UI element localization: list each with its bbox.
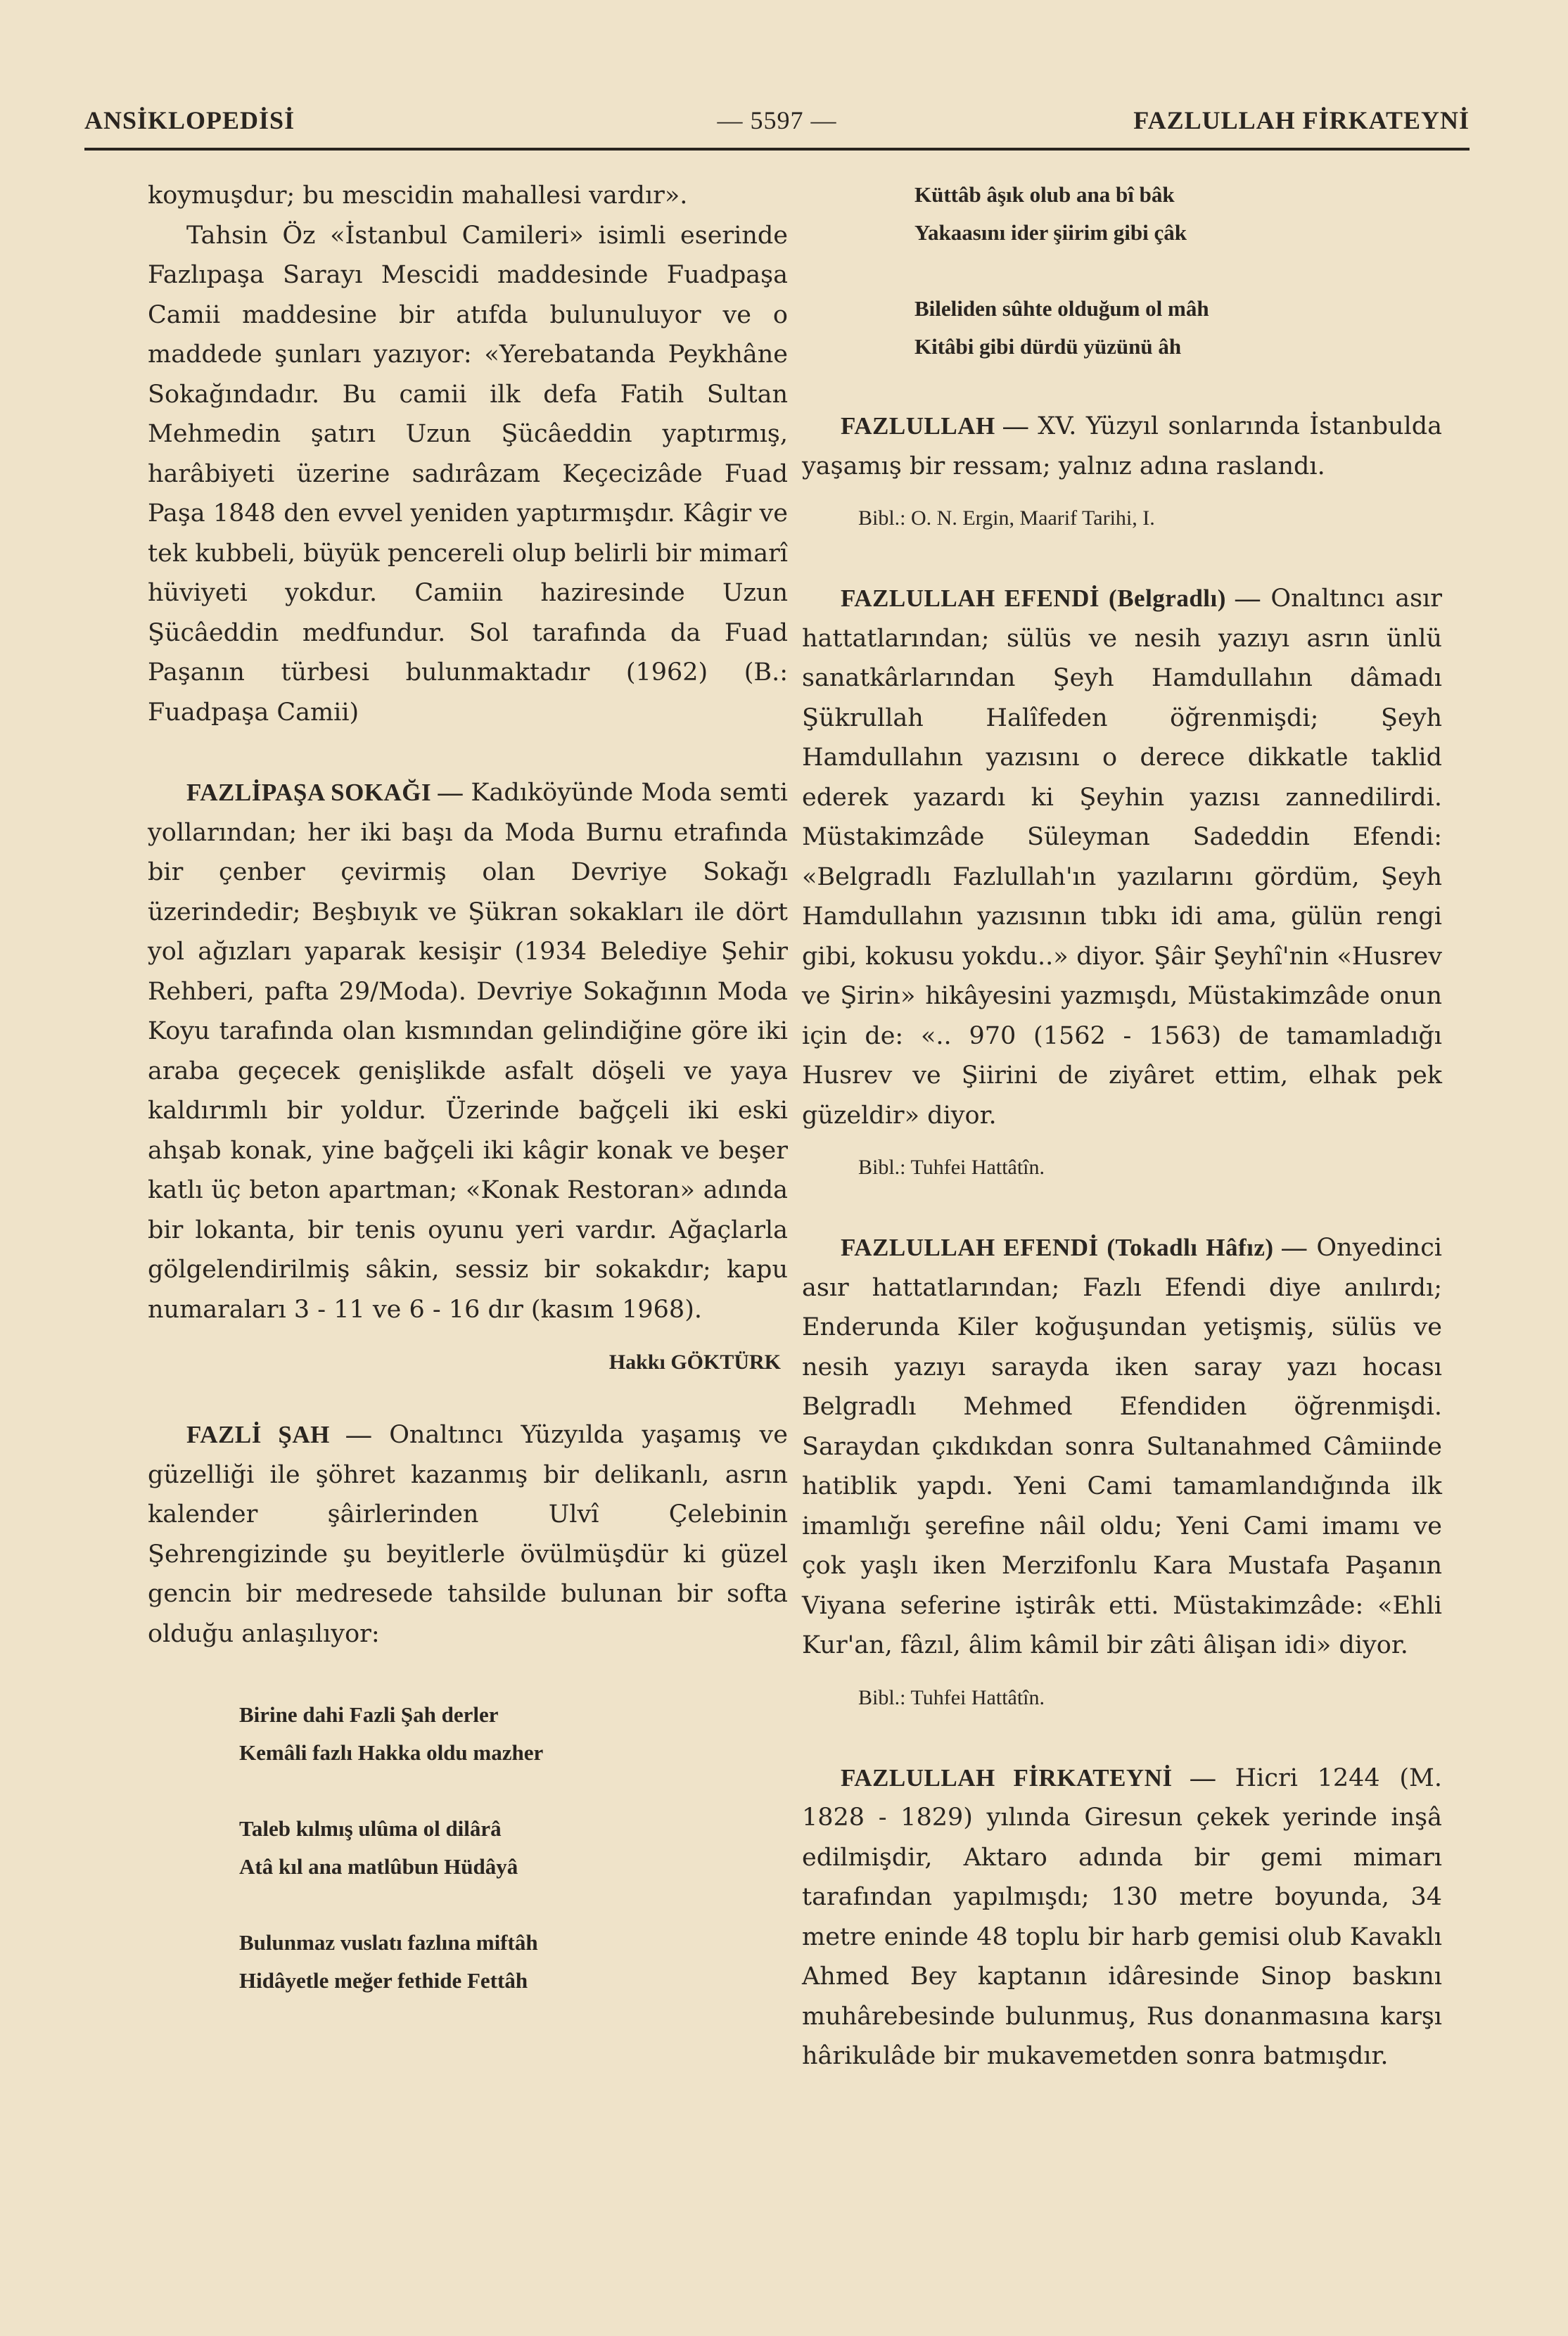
entry-text: XV. Yüzyıl sonlarında İstanbulda yaşamış bir ressam; yalnız adına raslandı. [802, 412, 1442, 480]
entry-lemma: FAZLİPAŞA SOKAĞI — [186, 779, 464, 806]
continuation-paragraph: Tahsin Öz «İstanbul Camileri» isimli eserinde Fazlıpaşa Sarayı Mescidi maddesinde Fuadpaşa Camii maddesine bir atıfda bulunuluyor ve o maddede şunları yazıyor: «Yerebatanda Peykhâne Sokağındadır. Bu camii ilk defa Fatih Sultan Mehmedin şatırı Uzun Şücâeddin yaptırmış, harâbiyeti üzerine sadırâzam Keçecizâde Fuad Paşa 1848 den evvel yeniden yaptırmışdır. Kâgir ve tek kubbeli, büyük pencereli olup belirli bir mimarî hüviyeti yokdur. Camiin haziresinde Uzun Şücâeddin medfundur. Sol tarafında da Fuad Paşanın türbesi bulunmaktadır (1962) (B.: Fuadpaşa Camii) [148, 221, 788, 727]
entry-fazlullah-tokadli [802, 1228, 1442, 1718]
verse-line: Hidâyetle meğer fethide Fettâh [239, 1968, 528, 1993]
entry-bibliography: Bibl.: Tuhfei Hattâtîn. [858, 1156, 1045, 1179]
header-running-title: FAZLULLAH FİRKATEYNİ [1133, 106, 1470, 134]
entry-text: Kadıköyünde Moda semti yollarından; her iki başı da Moda Burnu etrafında bir çenber çevirmiş olan Devriye Sokağı üzerindedir; Beşbıyık ve Şükran sokakları ile dört yol ağızları yaparak kesişir (1934 Belediye Şehir Rehberi, pafta 29/Moda). Devriye Sokağının Moda Koyu tarafında olan kısmından gelindiğine göre iki araba geçecek genişlikde asfalt döşeli ve yaya kaldırımlı bir yoldur. Üzerinde bağçeli iki eski ahşab konak, yine bağçeli iki kâgir konak ve beşer katlı üç beton apartman; «Konak Restoran» adında bir lokanta, bir tenis oyunu yeri vardır. Ağaçlarla gölgelendirilmiş sâkin, sessiz bir sokakdır; kapu numaraları 3 - 11 ve 6 - 16 dır (kasım 1968). [148, 779, 788, 1324]
verse-line: Atâ kıl ana matlûbun Hüdâyâ [239, 1854, 518, 1879]
verse-stanza [148, 1924, 788, 2000]
entry-lemma: FAZLİ ŞAH — [186, 1421, 371, 1448]
verse-stanza [148, 1696, 788, 1772]
verse-stanza [802, 290, 1442, 366]
entry-fazlullah-ressam [802, 407, 1442, 538]
right-column [802, 176, 1442, 2076]
entry-bibliography: Bibl.: Tuhfei Hattâtîn. [858, 1685, 1045, 1709]
entry-continuation [148, 176, 788, 732]
entry-bibliography: Bibl.: O. N. Ergin, Maarif Tarihi, I. [858, 506, 1155, 530]
entry-lemma: FAZLULLAH EFENDİ (Belgradlı) — [841, 585, 1261, 612]
verse-line: Birine dahi Fazli Şah derler [239, 1702, 499, 1727]
entry-lemma: FAZLULLAH FİRKATEYNİ — [841, 1763, 1216, 1792]
verse-stanza [148, 1810, 788, 1886]
entry-paragraph [148, 1415, 788, 1654]
entry-paragraph [802, 579, 1442, 1135]
entry-paragraph [802, 1228, 1442, 1666]
continuation-text: koymuşdur; bu mescidin mahallesi vardır». [148, 181, 688, 210]
page-number: — 5597 — [717, 106, 837, 134]
header-publication: ANSİKLOPEDİSİ [84, 106, 295, 134]
left-column [148, 176, 788, 2000]
entry-fazlullah-firkateyni [802, 1759, 1442, 2076]
verse-line: Bulunmaz vuslatı fazlına miftâh [239, 1930, 538, 1955]
verse-block [148, 1696, 788, 2000]
entry-text: Hicri 1244 (M. 1828 - 1829) yılında Giresun çekek yerinde inşâ edilmişdir, Aktaro adında bir gemi mimarı tarafından yapılmışdı; 130 metre boyunda, 34 metre eninde 48 toplu bir harb gemisi olub Kavaklı Ahmed Bey kaptanın idâresinde Sinop baskını muhârebesinde bulunmuş, Rus donanmasına karşı hârikulâde bir mukavemetden sonra batmışdır. [802, 1763, 1442, 2070]
entry-paragraph [148, 773, 788, 1329]
entry-fazlipasa-sokagi [148, 773, 788, 1374]
verse-line: Yakaasını ider şiirim gibi çâk [914, 220, 1187, 245]
entry-paragraph [802, 407, 1442, 486]
entry-fazlullah-belgradli [802, 579, 1442, 1187]
entry-lemma: FAZLULLAH EFENDİ (Tokadlı Hâfız) — [841, 1234, 1307, 1261]
entry-paragraph [802, 1759, 1442, 2076]
entry-text: Onaltıncı Yüzyılda yaşamış ve güzelliği ile şöhret kazanmış bir delikanlı, asrın kalender şâirlerinden Ulvî Çelebinin Şehrengizinde şu beyitlerle övülmüşdür ki güzel gencin bir medresede tahsilde bulunan bir softa olduğu anlaşılıyor: [148, 1421, 788, 1648]
verse-line: Bileliden sûhte olduğum ol mâh [914, 296, 1209, 321]
verse-line: Küttâb âşık olub ana bî bâk [914, 182, 1175, 207]
entry-text: Onaltıncı asır hattatlarından; sülüs ve nesih yazıyı asrın ünlü sanatkârlarından Şeyh Hamdullahın dâmadı Şükrullah Halîfeden öğrenmişdi; Şeyh Hamdullahın yazısını o derece dikkatle taklid ederek yazardı ki Şeyhin yazısı zannedilirdi. Müstakimzâde Süleyman Sadeddin Efendi: «Belgradlı Fazlullah'ın yazılarını gördüm, Şeyh Hamdullahın yazısının tıbkı idi ama, gülün rengi gibi, kokusu yokdu..» diyor. Şâir Şeyhî'nin «Husrev ve Şirin» hikâyesini yazmışdı, Müstakimzâde onun için de: «.. 970 (1562 - 1563) de tamamladığı Husrev ve Şiirini de ziyâret ettim, elhak pek güzeldir» diyor. [802, 585, 1442, 1130]
entry-text: Onyedinci asır hattatlarından; Fazlı Efendi diye anılırdı; Enderunda Kiler koğuşundan yetişmiş, sülüs ve nesih yazıyı sarayda iken saray yazı hocası Belgradlı Mehmed Efendiden öğrenmişdi. Saraydan çıkdıkdan sonra Sultanahmed Câmiinde hatiblik yapdı. Yeni Cami tamamlandığında ilk imamlığı şerefine nâil oldu; Yeni Cami imamı ve çok yaşlı iken Merzifonlu Kara Mustafa Paşanın Viyana seferine iştirâk etti. Müstakimzâde: «Ehli Kur'an, fâzıl, âlim kâmil bir zâti âlişan idi» diyor. [802, 1234, 1442, 1659]
verse-line: Kitâbi gibi dürdü yüzünü âh [914, 334, 1182, 359]
header-rule [84, 148, 1470, 151]
verse-stanza [802, 176, 1442, 252]
verse-block [802, 176, 1442, 366]
entry-lemma: FAZLULLAH — [841, 412, 1028, 440]
verse-line: Kemâli fazlı Hakka oldu mazher [239, 1740, 544, 1765]
verse-line: Taleb kılmış ulûma ol dilârâ [239, 1816, 502, 1841]
entry-author: Hakkı GÖKTÜRK [608, 1351, 781, 1374]
entry-fazli-sah [148, 1415, 788, 2000]
